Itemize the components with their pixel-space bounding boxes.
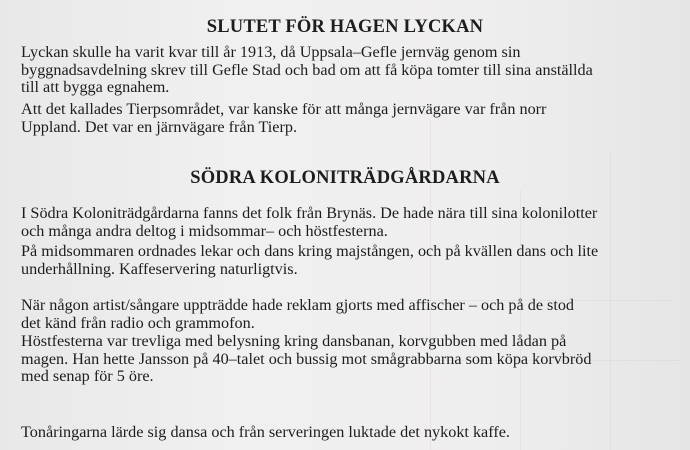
paragraph-tonaringar: [21, 424, 681, 442]
section-title-slutet: SLUTET FÖR HAGEN LYCKAN: [206, 17, 484, 37]
text-line: Höstfesterna var trevliga med belysning kring dansbanan, korvgubben med lådan på: [21, 332, 567, 350]
text-line: magen. Han hette Jansson på 40–talet och bussig mot smågrabbarna som köpa korvbröd: [21, 349, 592, 368]
text-line: Uppland. Det var en järnvägare från Tierp.: [21, 117, 297, 136]
paragraph-brynas: [21, 205, 681, 240]
paragraph-hostfester: [21, 333, 681, 386]
text-line: med senap för 5 öre.: [21, 367, 154, 386]
text-line: till att bygga egnahem.: [21, 78, 170, 97]
text-line: I Södra Koloniträdgårdarna fanns det folk från Brynäs. De hade nära till sina kolonilotter: [21, 204, 598, 222]
text-line: och många andra deltog i midsommar– och höstfesterna.: [21, 221, 388, 240]
section-title-sodra: SÖDRA KOLONITRÄDGÅRDARNA: [190, 168, 500, 188]
text-line: På midsommaren ordnades lekar och dans kring majstången, och på kvällen dans och lite: [21, 242, 599, 260]
text-line: det känd från radio och grammofon.: [21, 313, 255, 332]
paragraph-tierpsomradet: [21, 101, 681, 136]
text-line: underhållning. Kaffeservering naturligtvis.: [21, 259, 298, 278]
text-line: Tonåringarna lärde sig dansa och från serveringen luktade det nykokt kaffe.: [21, 423, 510, 441]
text-line: Lyckan skulle ha varit kvar till år 1913, då Uppsala–Gefle jernväg genom sin: [21, 43, 521, 61]
paragraph-artist: [21, 297, 681, 332]
text-line: Att det kallades Tierpsområdet, var kanske för att många jernvägare var från norr: [21, 100, 547, 118]
paragraph-lyckan: [21, 44, 681, 97]
text-line: När någon artist/sångare uppträdde hade reklam gjorts med affischer – och på de stod: [21, 296, 575, 314]
paragraph-midsommar: [21, 243, 681, 278]
text-line: byggnadsavdelning skrev till Gefle Stad och bad om att få köpa tomter till sina anställda: [21, 60, 593, 79]
